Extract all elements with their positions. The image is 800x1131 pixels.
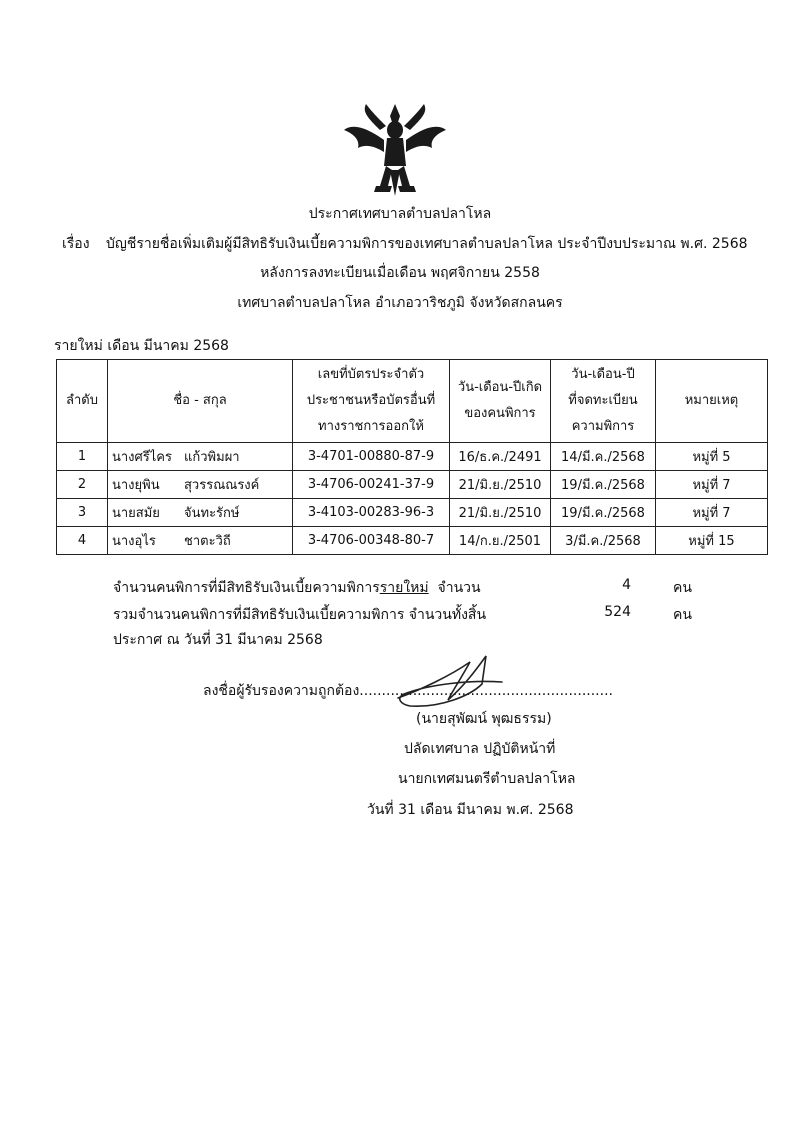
header-id-line2: ประชาชนหรือบัตรอื่นที่ [306, 393, 436, 408]
after-registration-line: หลังการลงทะเบียนเมื่อเดือน พฤศจิกายน 2558 [260, 265, 540, 281]
subject-label: เรื่อง [62, 236, 90, 252]
cell-note: หมู่ที่ 7 [656, 499, 768, 527]
subject-line [62, 233, 748, 255]
cell-given-name: นางศรีไคร [112, 450, 172, 465]
cell-reg: 14/มี.ค./2568 [551, 443, 656, 471]
cell-name [108, 471, 293, 499]
header-id [293, 360, 450, 443]
cell-no: 4 [57, 527, 108, 555]
cell-surname: แก้วพิมผา [184, 450, 240, 465]
header-no: ลำดับ [57, 360, 108, 443]
cell-note: หมู่ที่ 7 [656, 471, 768, 499]
cell-no: 2 [57, 471, 108, 499]
cell-surname: สุวรรณณรงค์ [184, 478, 260, 493]
cell-name [108, 443, 293, 471]
new-count-prefix: จำนวนคนพิการที่มีสิทธิรับเงินเบี้ยความพิการ [113, 580, 380, 596]
header-dob [450, 360, 551, 443]
new-count-unit: คน [673, 580, 692, 596]
new-count-value: 4 [622, 577, 631, 593]
cell-given-name: นางอุไร [112, 534, 156, 549]
header-name: ชื่อ - สกุล [108, 360, 293, 443]
table-row [57, 499, 768, 527]
beneficiary-table [56, 359, 768, 555]
cell-given-name: นางยุพิน [112, 478, 160, 493]
signer-name: (นายสุพัฒน์ พุฒธรรม) [416, 711, 552, 727]
cell-note: หมู่ที่ 5 [656, 443, 768, 471]
signer-position-2: นายกเทศมนตรีตำบลปลาโหล [398, 771, 576, 787]
cell-id: 3-4706-00241-37-9 [293, 471, 450, 499]
new-count-emphasis: รายใหม่ [379, 580, 429, 596]
header-reg-line2: ที่จดทะเบียน [568, 393, 638, 408]
header-reg-line1: วัน-เดือน-ปี [571, 367, 635, 382]
cell-reg: 3/มี.ค./2568 [551, 527, 656, 555]
cell-surname: ชาตะวิถี [184, 534, 231, 549]
certify-line: ลงชื่อผู้รับรองความถูกต้อง......................................................... [203, 683, 613, 699]
cell-note: หมู่ที่ 15 [656, 527, 768, 555]
cell-id: 3-4701-00880-87-9 [293, 443, 450, 471]
cell-reg: 19/มี.ค./2568 [551, 471, 656, 499]
signer-position-1: ปลัดเทศบาล ปฏิบัติหน้าที่ [404, 741, 556, 757]
cell-name [108, 499, 293, 527]
total-count-value: 524 [604, 604, 631, 620]
header-note: หมายเหตุ [656, 360, 768, 443]
header-dob-line2: ของคนพิการ [464, 406, 536, 421]
cell-no: 1 [57, 443, 108, 471]
new-count-suffix: จำนวน [437, 580, 481, 596]
table-row [57, 527, 768, 555]
header-id-line3: ทางราชการออกให้ [318, 419, 424, 434]
cell-id: 3-4706-00348-80-7 [293, 527, 450, 555]
cell-id: 3-4103-00283-96-3 [293, 499, 450, 527]
header-id-line1: เลขที่บัตรประจำตัว [317, 367, 425, 382]
total-count-line [113, 604, 692, 626]
total-count-label: รวมจำนวนคนพิการที่มีสิทธิรับเงินเบี้ยความพิการ จำนวนทั้งสิ้น [113, 607, 487, 623]
header-dob-line1: วัน-เดือน-ปีเกิด [457, 380, 543, 395]
total-count-unit: คน [673, 607, 692, 623]
cell-dob: 21/มิ.ย./2510 [450, 471, 551, 499]
table-row [57, 443, 768, 471]
header-reg-line3: ความพิการ [571, 419, 635, 434]
signature-date: วันที่ 31 เดือน มีนาคม พ.ศ. 2568 [367, 802, 574, 818]
subject-text: บัญชีรายชื่อเพิ่มเติมผู้มีสิทธิรับเงินเบี้ยความพิการของเทศบาลตำบลปลาโหล ประจำปีงบประมาณ พ.ศ. 2568 [106, 236, 748, 252]
table-header-row [57, 360, 768, 443]
cell-no: 3 [57, 499, 108, 527]
table-row [57, 471, 768, 499]
garuda-emblem-icon [340, 100, 450, 200]
cell-name [108, 527, 293, 555]
header-reg [551, 360, 656, 443]
announcement-date: ประกาศ ณ วันที่ 31 มีนาคม 2568 [113, 632, 323, 648]
cell-dob: 21/มิ.ย./2510 [450, 499, 551, 527]
cell-reg: 19/มี.ค./2568 [551, 499, 656, 527]
cell-surname: จันทะรักษ์ [184, 506, 240, 521]
location-line: เทศบาลตำบลปลาโหล อำเภอวาริชภูมิ จังหวัดสกลนคร [237, 295, 563, 311]
cell-dob: 16/ธ.ค./2491 [450, 443, 551, 471]
cell-dob: 14/ก.ย./2501 [450, 527, 551, 555]
new-count-line [113, 577, 692, 599]
announcement-title: ประกาศเทศบาลตำบลปลาโหล [308, 206, 492, 222]
new-list-label: รายใหม่ เดือน มีนาคม 2568 [54, 338, 229, 354]
cell-given-name: นายสมัย [112, 506, 160, 521]
